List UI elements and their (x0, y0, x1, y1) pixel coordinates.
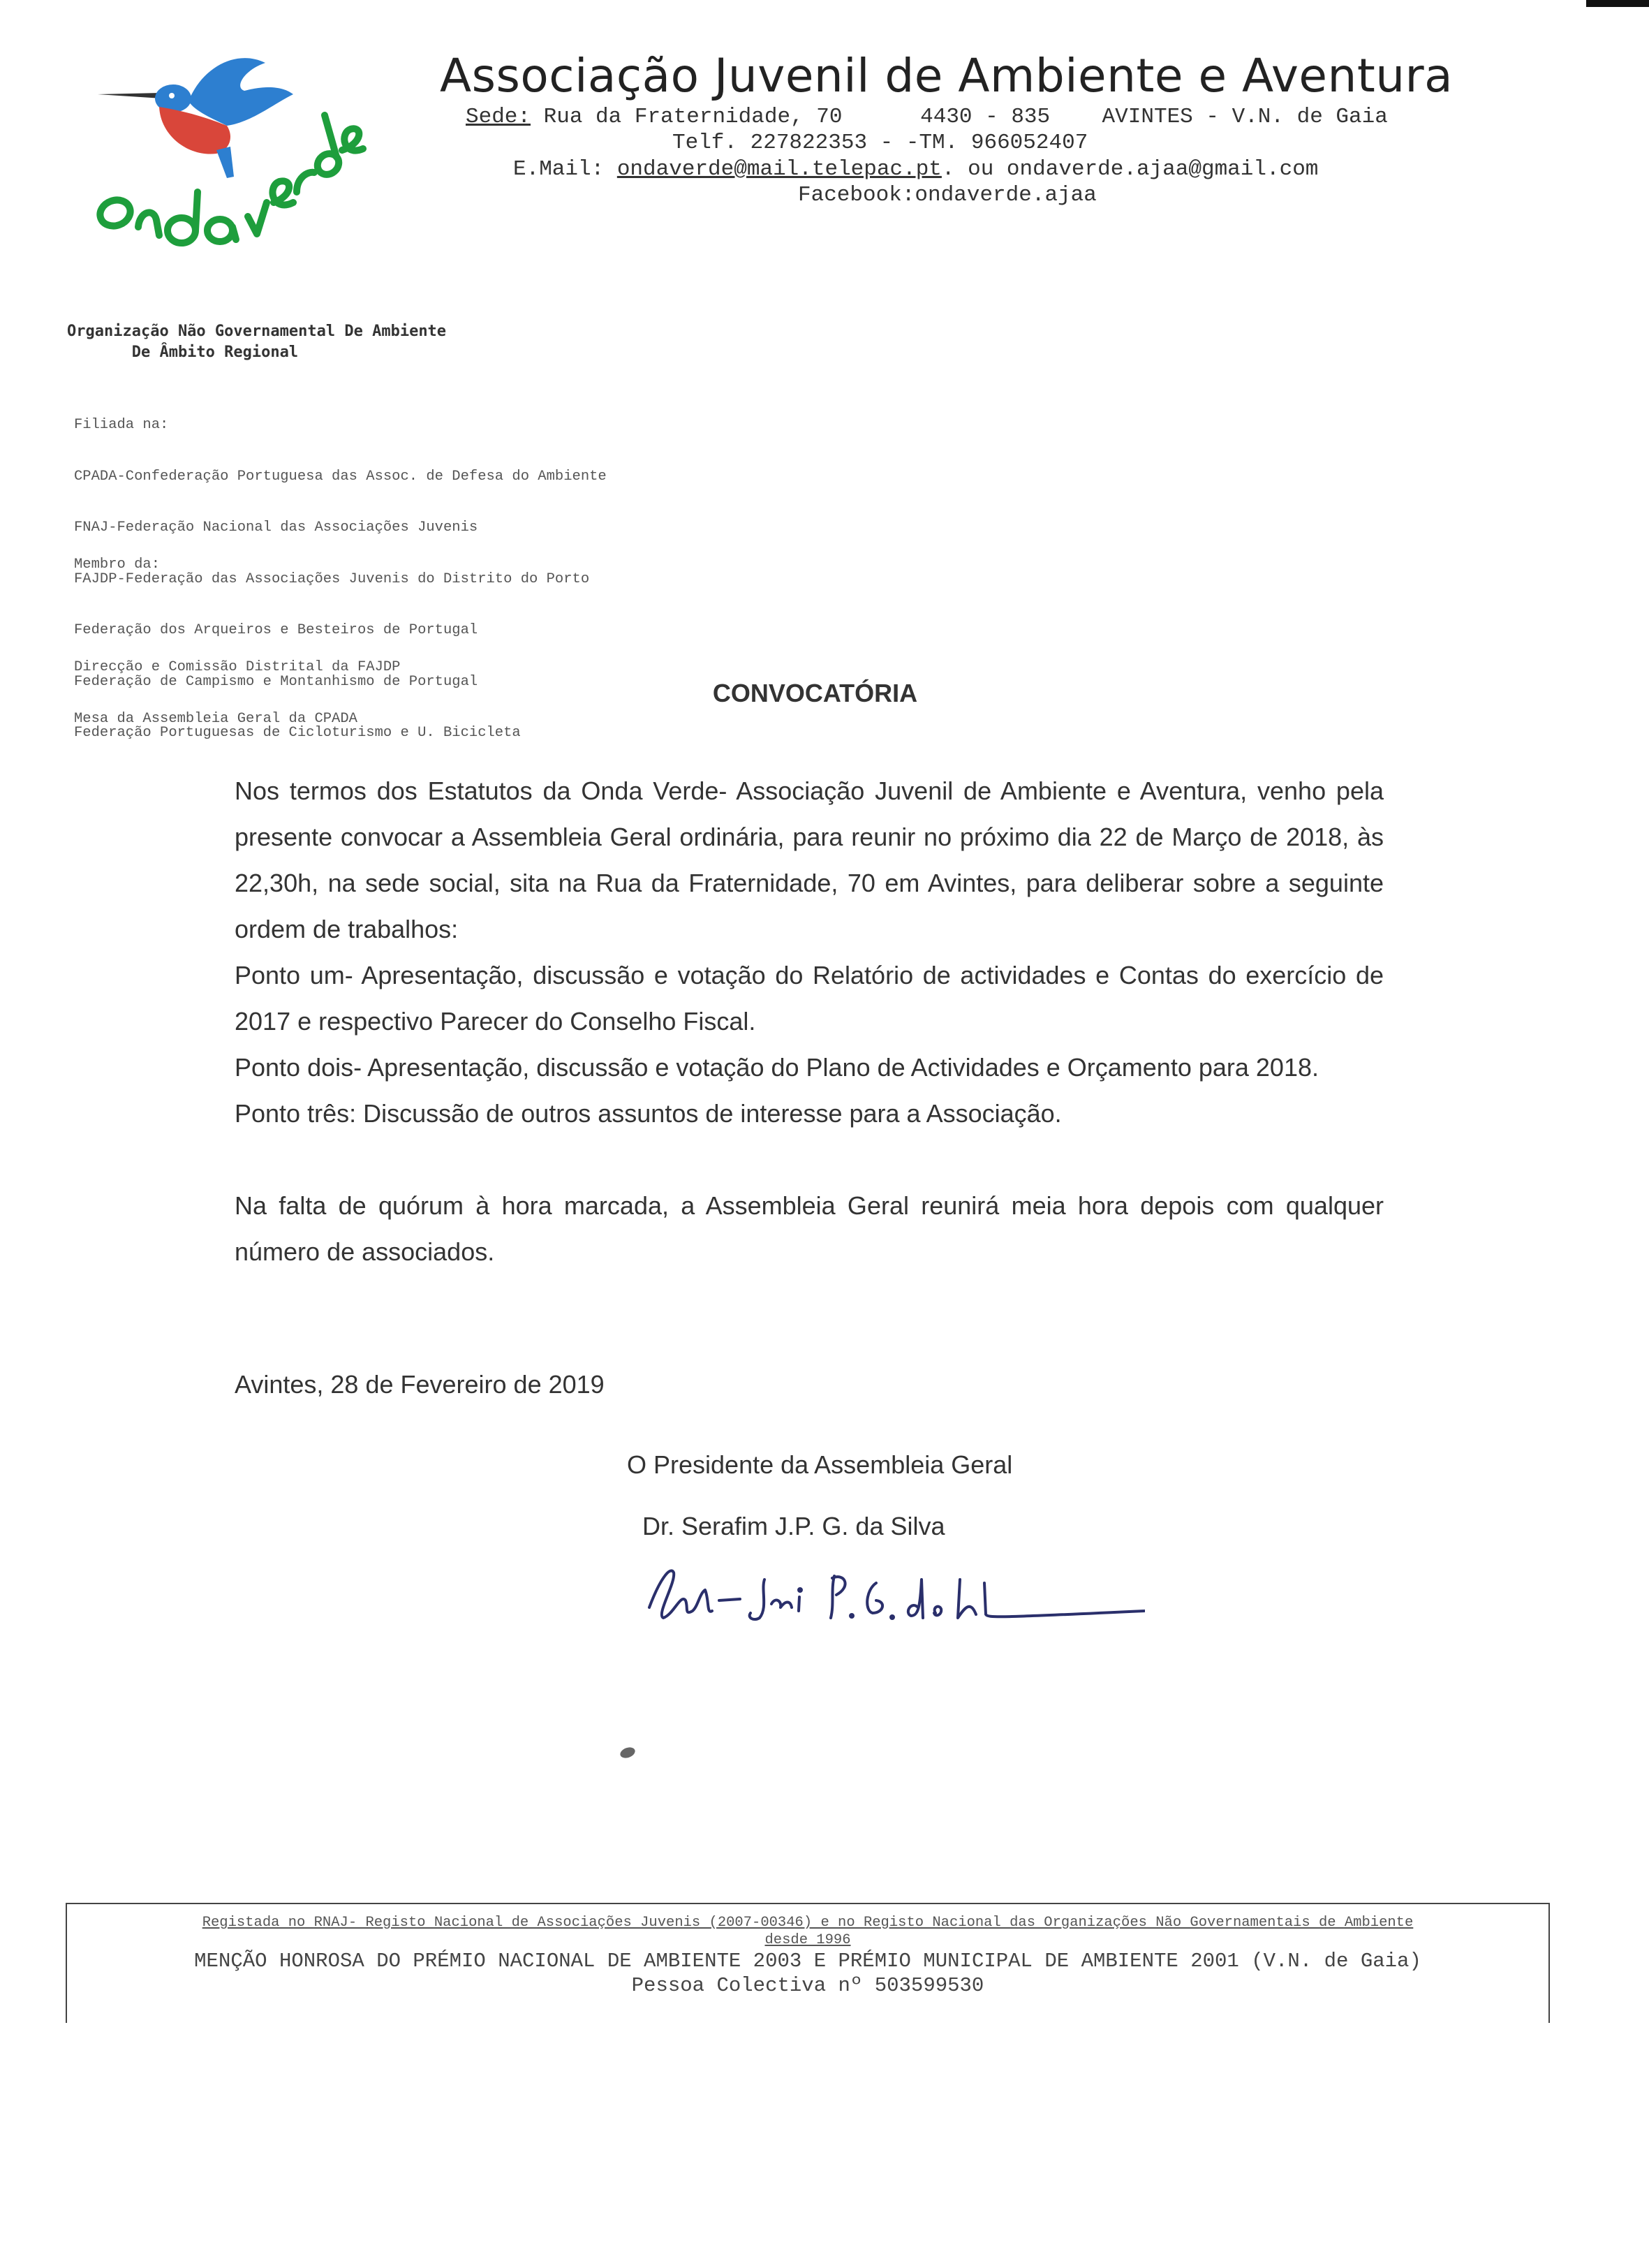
facebook-line: Facebook:ondaverde.ajaa (798, 183, 1097, 207)
handwritten-signature (642, 1552, 1145, 1635)
membership-item: Mesa da Assembleia Geral da CPADA (74, 710, 357, 727)
letter-date: Avintes, 28 de Fevereiro de 2019 (235, 1370, 605, 1399)
ngo-description (67, 321, 446, 363)
email-label: E.Mail: (513, 157, 617, 182)
letter-heading: CONVOCATÓRIA (712, 679, 918, 707)
membership-list (74, 522, 400, 745)
organization-name: Associação Juvenil de Ambiente e Aventura (440, 49, 1454, 103)
registration-since: desde 1996 (764, 1932, 851, 1948)
affiliation-item: FNAJ-Federação Nacional das Associações Juvenis (74, 520, 478, 536)
affiliation-item: Federação Portuguesas de Cicloturismo e U. Bicicleta (74, 725, 521, 741)
email-line (513, 157, 1318, 182)
affiliations-title: Filiada na: (74, 417, 169, 433)
kingfisher-bird-icon (98, 58, 293, 178)
paragraph-quorum: Na falta de quórum à hora marcada, a Assembleia Geral reunirá meia hora depois com qualquer número de associados. (235, 1191, 1384, 1266)
footer-box (66, 1903, 1550, 2023)
scan-edge-mark (1586, 0, 1649, 7)
honors-line: MENÇÃO HONROSA DO PRÉMIO NACIONAL DE AMBIENTE 2003 E PRÉMIO MUNICIPAL DE AMBIENTE 2001 (V.N. de Gaia) (194, 1950, 1421, 1973)
registration-line: Registada no RNAJ- Registo Nacional de Associações Juvenis (2007-00346) e no Registo Nacional das Organizações Não Governamentais de Ambiente (202, 1915, 1414, 1931)
paragraph-point-two: Ponto dois- Apresentação, discussão e votação do Plano de Actividades e Orçamento para 2018. (235, 1053, 1319, 1082)
ngo-line-1: Organização Não Governamental De Ambiente (67, 323, 447, 340)
affiliation-item: FAJDP-Federação das Associações Juvenis do Distrito do Porto (74, 570, 590, 587)
sede-address: Rua da Fraternidade, 70 4430 - 835 AVINTES - V.N. de Gaia (531, 105, 1388, 129)
membership-title: Membro da: (74, 557, 161, 573)
signer-name: Dr. Serafim J.P. G. da Silva (642, 1512, 945, 1540)
ngo-line-2: De Âmbito Regional (67, 344, 299, 361)
paragraph-convocation: Nos termos dos Estatutos da Onda Verde- Associação Juvenil de Ambiente e Aventura, venho pela presente convocar a Assembleia Geral ordinária, para reunir no próximo dia 22 de Março de 2018, às 22,30h, na sede social, sita na Rua da Fraternidade, 70 em Avintes, para deliberar sobre a seguinte ordem de trabalhos: (235, 776, 1384, 943)
email-alt: . ou ondaverde.ajaa@gmail.com (941, 157, 1319, 182)
letter-body (235, 768, 1384, 1275)
scan-speck (619, 1746, 636, 1760)
signer-title: O Presidente da Assembleia Geral (627, 1450, 1013, 1479)
tax-id-line: Pessoa Colectiva nº 503599530 (631, 1974, 984, 1997)
paragraph-point-one: Ponto um- Apresentação, discussão e votação do Relatório de actividades e Contas do exercício de 2017 e respectivo Parecer do Conselho Fiscal. (235, 961, 1384, 1036)
affiliation-item: Federação de Campismo e Montanhismo de Portugal (74, 673, 478, 690)
phone-line: Telf. 227822353 - -TM. 966052407 (672, 131, 1088, 155)
paragraph-point-three: Ponto três: Discussão de outros assuntos de interesse para a Associação. (235, 1099, 1062, 1128)
affiliation-item: Federação dos Arqueiros e Besteiros de Portugal (74, 622, 478, 638)
onda-verde-logo (84, 52, 391, 283)
address-line (466, 105, 1388, 129)
sede-label: Sede: (466, 105, 531, 129)
email-link[interactable]: ondaverde@mail.telepac.pt (616, 157, 942, 182)
affiliation-item: CPADA-Confederação Portuguesa das Assoc. de Defesa do Ambiente (74, 468, 607, 485)
membership-item: Direcção e Comissão Distrital da FAJDP (74, 659, 401, 675)
